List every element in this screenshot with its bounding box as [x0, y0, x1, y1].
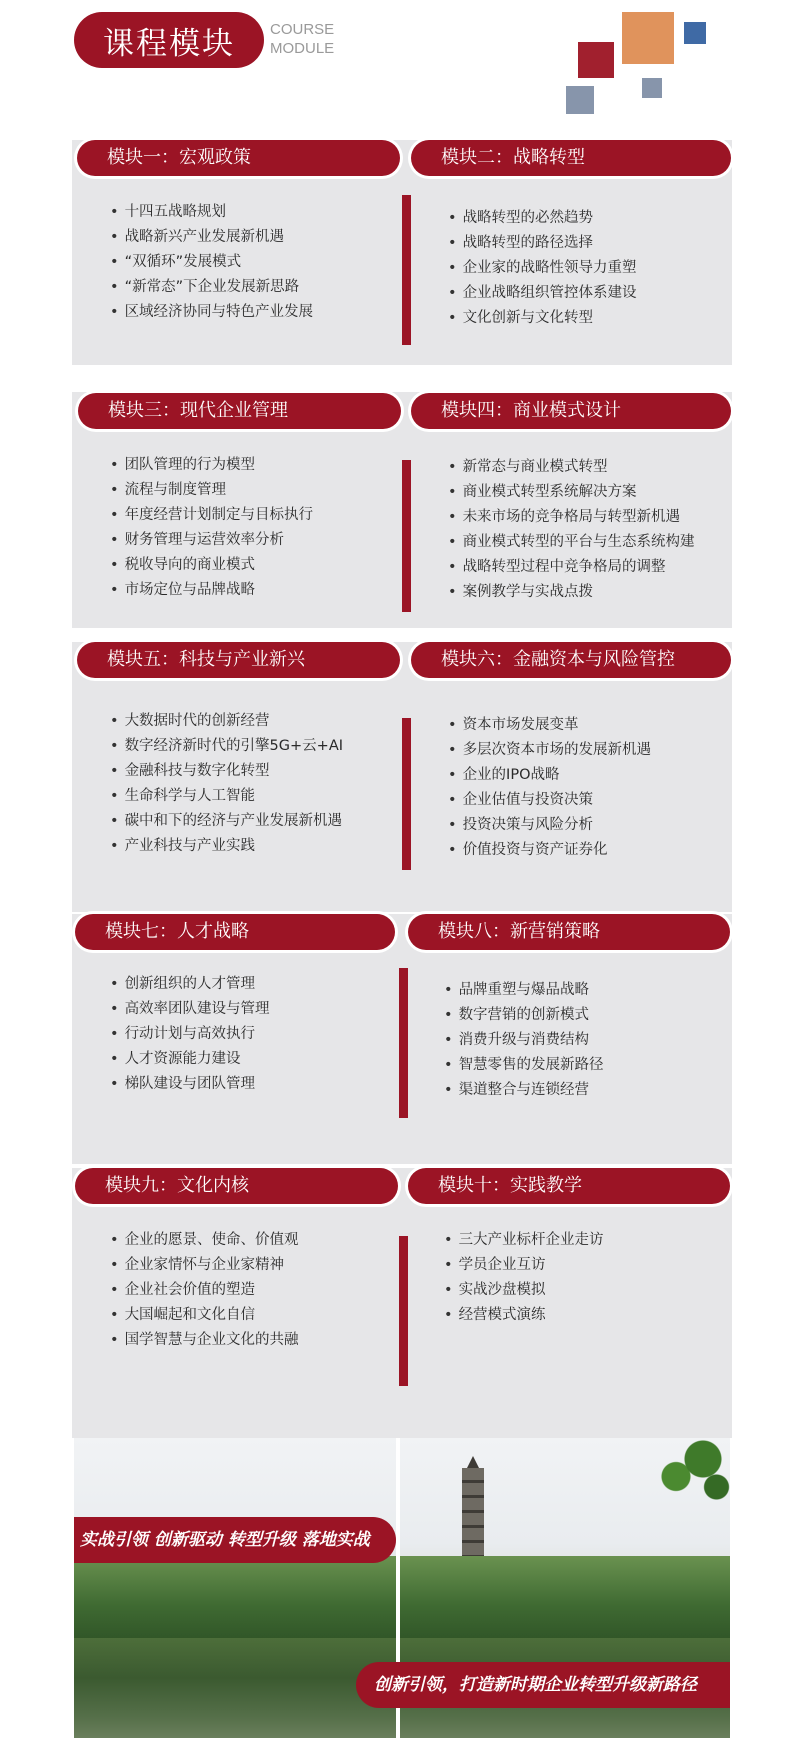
subtitle-line-1: COURSE: [270, 21, 335, 38]
list-item: • 资本市场发展变革: [448, 713, 651, 738]
module-9-list: [110, 1228, 299, 1353]
decor-square-gray-small: [642, 78, 662, 98]
list-item: • 金融科技与数字化转型: [110, 759, 343, 784]
module-1-list: [110, 200, 313, 325]
list-item: • 实战沙盘模拟: [444, 1278, 604, 1303]
module-2-title: 模块二：战略转型: [411, 140, 731, 176]
module-4-title: 模块四：商业模式设计: [411, 393, 731, 429]
module-6-title: 模块六：金融资本与风险管控: [411, 642, 731, 678]
list-item: • 智慧零售的发展新路径: [444, 1053, 604, 1078]
list-item: • 流程与制度管理: [110, 478, 313, 503]
list-item: • 渠道整合与连锁经营: [444, 1078, 604, 1103]
list-item: • 商业模式转型的平台与生态系统构建: [448, 530, 695, 555]
list-item: • 学员企业互访: [444, 1253, 604, 1278]
list-item: • 战略新兴产业发展新机遇: [110, 225, 313, 250]
list-item: • 企业估值与投资决策: [448, 788, 651, 813]
list-item: • 大数据时代的创新经营: [110, 709, 343, 734]
list-item: • 数字营销的创新模式: [444, 1003, 604, 1028]
module-5-list: [110, 709, 343, 859]
module-divider-2: [402, 460, 411, 612]
page-subtitle: [270, 20, 334, 58]
list-item: • 企业家情怀与企业家精神: [110, 1253, 299, 1278]
slogan-banner: 实战引领 创新驱动 转型升级 落地实战: [74, 1517, 396, 1563]
list-item: • 经营模式演练: [444, 1303, 604, 1328]
module-7-list: [110, 972, 270, 1097]
module-5-title: 模块五：科技与产业新兴: [77, 642, 400, 678]
list-item: • 产业科技与产业实践: [110, 834, 343, 859]
list-item: • 文化创新与文化转型: [448, 306, 637, 331]
list-item: • 梯队建设与团队管理: [110, 1072, 270, 1097]
decor-square-red: [578, 42, 614, 78]
module-3-title: 模块三：现代企业管理: [78, 393, 401, 429]
list-item: • 市场定位与品牌战略: [110, 578, 313, 603]
list-item: • 大国崛起和文化自信: [110, 1303, 299, 1328]
list-item: • “双循环”发展模式: [110, 250, 313, 275]
module-divider-5: [399, 1236, 408, 1386]
list-item: • 投资决策与风险分析: [448, 813, 651, 838]
list-item: • 战略转型的路径选择: [448, 231, 637, 256]
willow-leaves: [640, 1438, 730, 1508]
list-item: • 数字经济新时代的引擎5G+云+AI: [110, 734, 343, 759]
list-item: • 商业模式转型系统解决方案: [448, 480, 695, 505]
list-item: • 品牌重塑与爆品战略: [444, 978, 604, 1003]
module-9-title: 模块九：文化内核: [75, 1168, 398, 1204]
list-item: • 战略转型过程中竞争格局的调整: [448, 555, 695, 580]
list-item: • 企业战略组织管控体系建设: [448, 281, 637, 306]
module-divider-1: [402, 195, 411, 345]
decor-square-blue: [684, 22, 706, 44]
list-item: • 企业的愿景、使命、价值观: [110, 1228, 299, 1253]
module-10-title: 模块十：实践教学: [408, 1168, 730, 1204]
list-item: • 团队管理的行为模型: [110, 453, 313, 478]
list-item: • 企业家的战略性领导力重塑: [448, 256, 637, 281]
decor-square-gray: [566, 86, 594, 114]
list-item: • 行动计划与高效执行: [110, 1022, 270, 1047]
module-8-list: [444, 978, 604, 1103]
module-3-list: [110, 453, 313, 603]
list-item: • 企业的IPO战略: [448, 763, 651, 788]
list-item: • 战略转型的必然趋势: [448, 206, 637, 231]
module-divider-3: [402, 718, 411, 870]
module-4-list: [448, 455, 695, 605]
list-item: • 企业社会价值的塑造: [110, 1278, 299, 1303]
list-item: • 人才资源能力建设: [110, 1047, 270, 1072]
list-item: • 财务管理与运营效率分析: [110, 528, 313, 553]
subtitle-line-2: MODULE: [270, 40, 335, 57]
list-item: • 消费升级与消费结构: [444, 1028, 604, 1053]
module-6-list: [448, 713, 651, 863]
list-item: • 国学智慧与企业文化的共融: [110, 1328, 299, 1353]
list-item: • 区域经济协同与特色产业发展: [110, 300, 313, 325]
list-item: • 年度经营计划制定与目标执行: [110, 503, 313, 528]
list-item: • 十四五战略规划: [110, 200, 313, 225]
page-title: 课程模块: [74, 12, 264, 68]
list-item: • 多层次资本市场的发展新机遇: [448, 738, 651, 763]
list-item: • 高效率团队建设与管理: [110, 997, 270, 1022]
list-item: • 案例教学与实战点拨: [448, 580, 695, 605]
list-item: • 三大产业标杆企业走访: [444, 1228, 604, 1253]
list-item: • 税收导向的商业模式: [110, 553, 313, 578]
list-item: • 价值投资与资产证券化: [448, 838, 651, 863]
list-item: • 碳中和下的经济与产业发展新机遇: [110, 809, 343, 834]
module-8-title: 模块八：新营销策略: [408, 914, 730, 950]
list-item: • 生命科学与人工智能: [110, 784, 343, 809]
list-item: • “新常态”下企业发展新思路: [110, 275, 313, 300]
lake-photo-left: [74, 1438, 396, 1738]
list-item: • 创新组织的人才管理: [110, 972, 270, 997]
list-item: • 新常态与商业模式转型: [448, 455, 695, 480]
module-7-title: 模块七：人才战略: [75, 914, 395, 950]
decor-square-orange: [622, 12, 674, 64]
module-1-title: 模块一：宏观政策: [77, 140, 400, 176]
module-10-list: [444, 1228, 604, 1328]
module-divider-4: [399, 968, 408, 1118]
bottom-banner: 创新引领，打造新时期企业转型升级新路径: [356, 1662, 730, 1708]
module-2-list: [448, 206, 637, 331]
list-item: • 未来市场的竞争格局与转型新机遇: [448, 505, 695, 530]
